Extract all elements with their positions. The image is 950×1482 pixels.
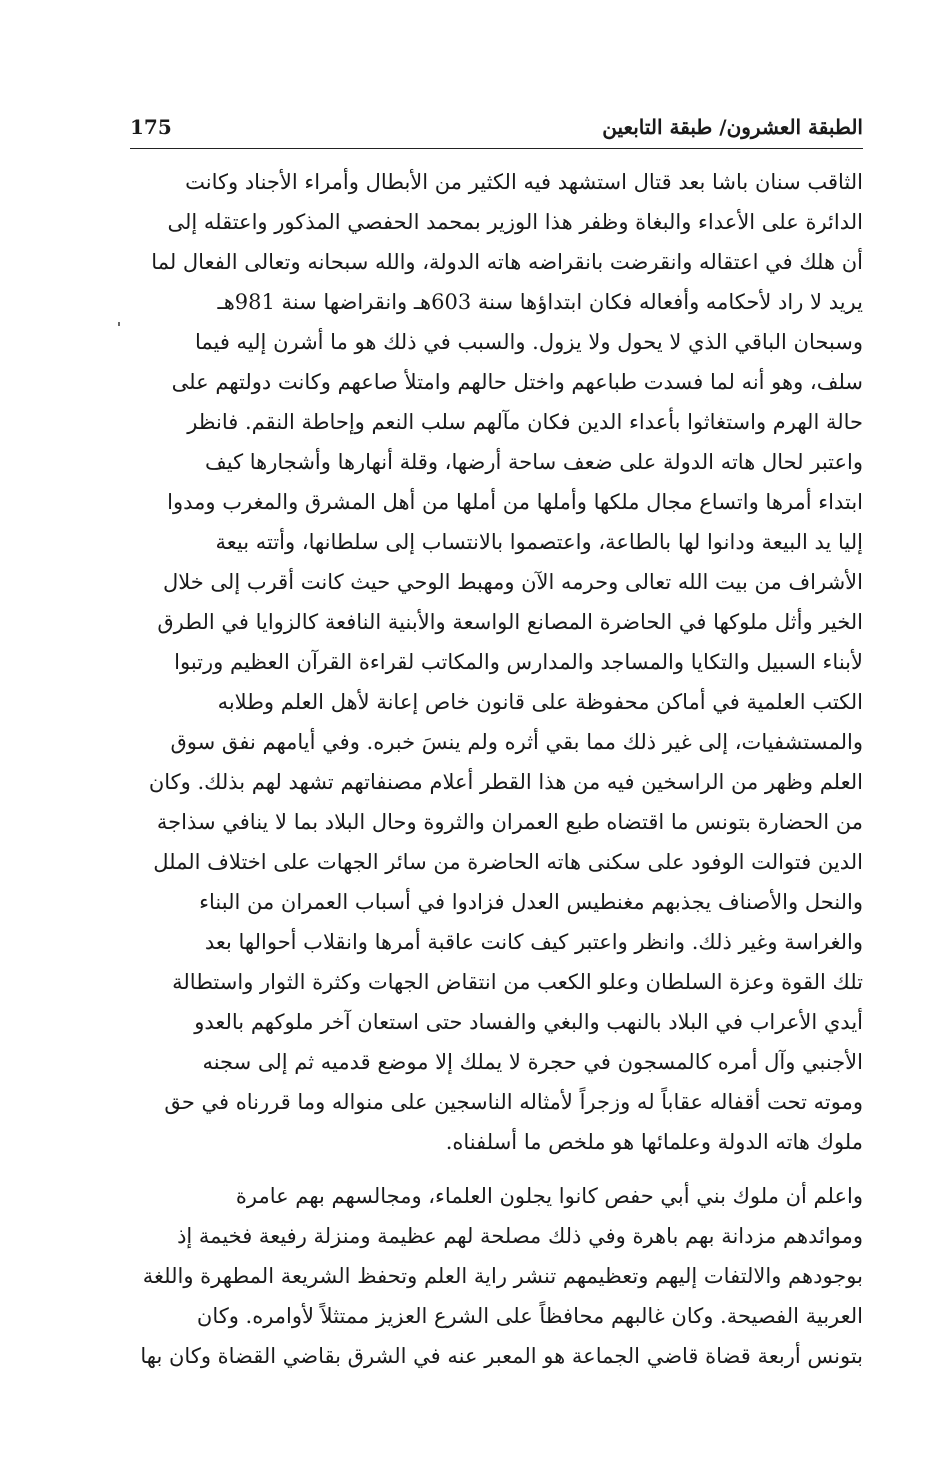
text-line: واعلم أن ملوك بني أبي حفص كانوا يجلون العلماء، ومجالسهم بهم عامرة [235, 1184, 863, 1208]
text-line: الكتب العلمية في أماكن محفوظة على قانون خاص إعانة لأهل العلم وطلابه [217, 690, 863, 714]
paragraph-spacer [130, 1162, 863, 1176]
text-line: من الحضارة بتونس ما اقتضاه طبع العمران والثروة وحال البلاد بما لا ينافي سذاجة [156, 810, 863, 834]
text-line: وسبحان الباقي الذي لا يحول ولا يزول. والسبب في ذلك هو ما أشرن إليه فيما [194, 330, 863, 354]
text-line: واعتبر لحال هاته الدولة على ضعف ساحة أرضها، وقلة أنهارها وأشجارها كيف [205, 450, 863, 474]
text-line: إليا يد البيعة ودانوا لها بالطاعة، واعتصموا بالانتساب إلى سلطانها، وأتته بيعة [215, 530, 863, 554]
text-line: سلف، وهو أنه لما فسدت طباعهم واختل حالهم وامتلأ صاعهم وكانت دولتهم على [171, 370, 863, 394]
text-line: بوجودهم والالتفات إليهم وتعظيمهم تنشر راية العلم وتحفظ الشريعة المطهرة واللغة [142, 1264, 863, 1288]
body-text [130, 162, 863, 1376]
header-rule [130, 148, 863, 149]
text-line: والغراسة وغير ذلك. وانظر واعتبر كيف كانت عاقبة أمرها وانقلاب أحوالها بعد [204, 930, 863, 954]
text-line: يريد لا راد لأحكامه وأفعاله فكان ابتداؤها سنة 603هـ وانقراضها سنة 981هـ [217, 290, 863, 314]
text-line: تلك القوة وعزة السلطان وعلو الكعب من انتقاض الجهات وكثرة الثوار واستطالة [172, 970, 863, 994]
stray-ink-mark [118, 322, 120, 326]
text-line: أن هلك في اعتقاله وانقرضت بانقراضه هاته الدولة، والله سبحانه وتعالى الفعال لما [151, 250, 863, 274]
text-line: الأشراف من بيت الله تعالى وحرمه الآن ومهبط الوحي حيث كانت أقرب إلى خلال [162, 570, 863, 594]
text-line: العلم وظهر من الراسخين فيه من هذا القطر أعلام مصنفاتهم تشهد لهم بذلك. وكان [148, 770, 863, 794]
text-line: والمستشفيات، إلى غير ذلك مما بقي أثره ولم ينسَ خبره. وفي أيامهم نفق سوق [170, 730, 863, 754]
text-line: لأبناء السبيل والتكايا والمساجد والمدارس والمكاتب لقراءة القرآن العظيم ورتبوا [174, 650, 863, 674]
paragraph-2 [130, 1176, 863, 1376]
text-line: الدائرة على الأعداء والبغاة وظفر هذا الوزير بمحمد الحفصي المذكور واعتقله إلى [167, 210, 863, 234]
page-number: 175 [130, 115, 172, 139]
text-line: الأجنبي وآل أمره كالمسجون في حجرة لا يملك إلا موضع قدميه ثم إلى سجنه [202, 1050, 863, 1074]
running-title: الطبقة العشرون/ طبقة التابعين [602, 115, 863, 139]
paragraph-1 [130, 162, 863, 1162]
text-line: حالة الهرم واستغاثوا بأعداء الدين فكان مآلهم سلب النعم وإحاطة النقم. فانظر [187, 410, 863, 434]
text-line: الدين فتوالت الوفود على سكنى هاته الحاضرة من سائر الجهات على اختلاف الملل [153, 850, 863, 874]
text-line: والنحل والأصناف يجذبهم مغنطيس العدل فزادوا في أسباب العمران من البناء [199, 890, 863, 914]
text-line: الثاقب سنان باشا بعد قتال استشهد فيه الكثير من الأبطال وأمراء الأجناد وكانت [185, 170, 863, 194]
text-line: وموته تحت أقفاله عقاباً له وزجراً لأمثاله الناسجين على منواله وما قررناه في حق [164, 1090, 863, 1114]
text-line: بتونس أربعة قضاة قاضي الجماعة هو المعبر عنه في الشرق بقاضي القضاة وكان بها [140, 1344, 863, 1368]
text-line: وموائدهم مزدانة بهم باهرة وفي ذلك مصلحة لهم عظيمة ومنزلة رفيعة فخيمة إذ [177, 1224, 863, 1248]
page-header [130, 112, 863, 142]
text-line: ابتداء أمرها واتساع مجال ملكها وأملها من أملها من أهل المشرق والمغرب ومدوا [167, 490, 863, 514]
text-line: ملوك هاته الدولة وعلمائها هو ملخص ما أسلفناه. [445, 1130, 863, 1154]
text-line: أيدي الأعراب في البلاد بالنهب والبغي والفساد حتى استعان آخر ملوكهم بالعدو [194, 1010, 863, 1034]
text-line: الخير وأثل ملوكها في الحاضرة المصانع الواسعة والأبنية النافعة كالزوايا في الطرق [157, 610, 863, 634]
text-line: العربية الفصيحة. وكان غالبهم محافظاً على الشرع العزيز ممتثلاً لأوامره. وكان [196, 1304, 863, 1328]
